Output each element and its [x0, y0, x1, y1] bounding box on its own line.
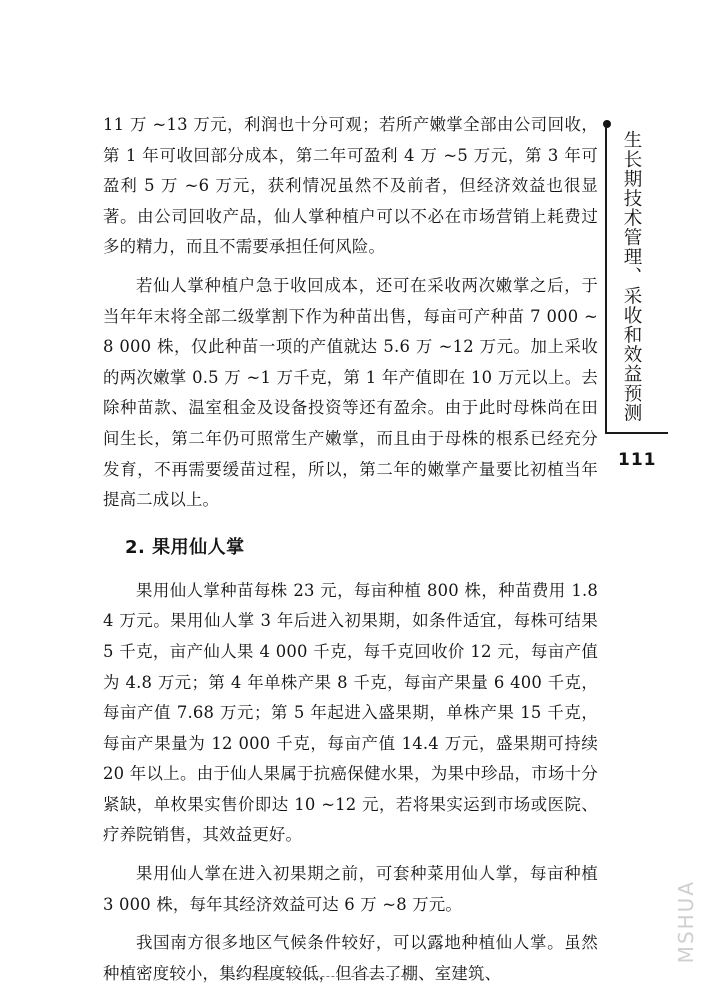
body-text — [103, 110, 598, 989]
paragraph-1: 11 万 ~13 万元，利润也十分可观；若所产嫩掌全部由公司回收，第 1 年可收回部分成本，第二年可盈利 4 万 ~5 万元，第 3 年可盈利 5 万 ~6 万元，获利情况虽然不及前者，但经济效益也很显著。由公司回收产品，仙人掌种植户可以不必在市场营销上耗费过多的精力，而且不需要承担任何风险。 — [103, 115, 598, 257]
paragraph-3: 果用仙人掌种苗每株 23 元，每亩种植 800 株，种苗费用 1.84 万元。果用仙人掌 3 年后进入初果期，如条件适宜，每株可结果 5 千克，亩产仙人果 4 000 千克，每千克回收价 12 元，每亩产值为 4.8 万元；第 4 年单株产果 8 千克，每亩产果量 6 400 千克，每亩产值 7.68 万元；第 5 年起进入盛果期，单株产果 15 千克，每亩产果量为 12 000 千克，每亩产值 14.4 万元，盛果期可持续 20 年以上。由于仙人果属于抗癌保健水果，为果中珍品，市场十分紧缺，单枚果实售价即达 10 ~12 元，若将果实运到市场或医院、疗养院销售，其效益更好。 — [103, 580, 598, 845]
side-tab-vertical-rule — [605, 122, 607, 434]
chapter-title-vertical: 生长期技术管理、采收和效益预测 — [621, 130, 642, 423]
paragraph-5: 我国南方很多地区气候条件较好，可以露地种植仙人掌。虽然种植密度较小，集约程度较低，但省去了棚、室建筑、 — [103, 933, 598, 983]
side-tab-bottom-rule — [605, 432, 668, 434]
section-heading: 2. 果用仙人掌 — [125, 536, 245, 558]
footer-rule — [232, 976, 404, 977]
page-number: 111 — [618, 450, 657, 470]
chapter-side-tab — [612, 118, 668, 434]
paragraph-4: 果用仙人掌在进入初果期之前，可套种菜用仙人掌，每亩种植 3 000 株，每年其经济效益可达 6 万 ~8 万元。 — [103, 864, 598, 914]
watermark: MSHUA — [674, 880, 698, 964]
paragraph-2: 若仙人掌种植户急于收回成本，还可在采收两次嫩掌之后，于当年年末将全部二级掌割下作为种苗出售，每亩可产种苗 7 000 ~8 000 株，仅此种苗一项的产值就达 5.6 万 ~12 万元。加上采收的两次嫩掌 0.5 万 ~1 万千克，第 1 年产值即在 10 万元以上。去除种苗款、温室租金及设备投资等还有盈余。由于此时母株尚在田间生长，第二年仍可照常生产嫩掌，而且由于母株的根系已经充分发育，不再需要缓苗过程，所以，第二年的嫩掌产量要比初植当年提高二成以上。 — [103, 275, 598, 510]
